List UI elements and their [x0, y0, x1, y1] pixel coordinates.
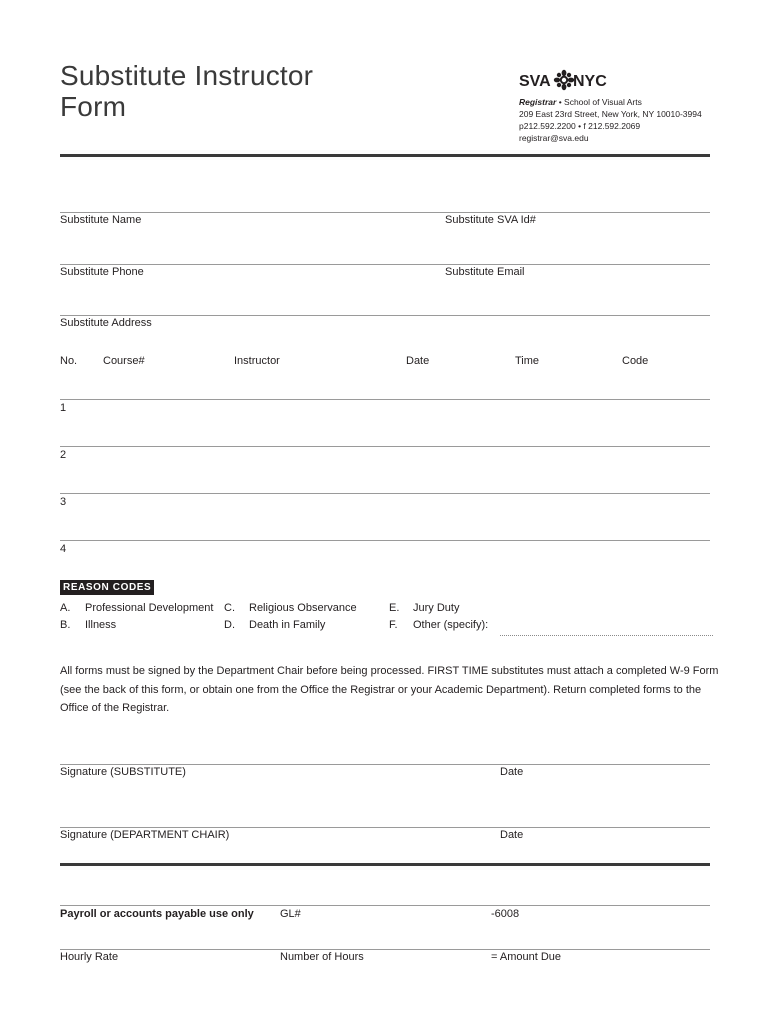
divider	[60, 212, 710, 213]
table-row-divider	[60, 540, 710, 541]
gl-suffix: -6008	[491, 908, 520, 920]
logo-right-text: NYC	[573, 73, 607, 90]
office-email: registrar@sva.edu	[519, 133, 589, 143]
chair-signature-field[interactable]: Signature (DEPARTMENT CHAIR)	[60, 829, 230, 841]
logo-left-text: SVA	[519, 73, 551, 90]
gl-number-field[interactable]: GL#	[280, 908, 301, 920]
table-row-divider	[60, 446, 710, 447]
hourly-rate-field[interactable]: Hourly Rate	[60, 951, 119, 963]
reason-jury-duty: Jury Duty	[413, 602, 460, 614]
reason-illness: Illness	[85, 619, 117, 631]
table-row-1[interactable]: 1	[60, 402, 67, 414]
reason-letter-b: B.	[60, 619, 71, 631]
header-divider	[60, 154, 710, 157]
substitute-signature-field[interactable]: Signature (SUBSTITUTE)	[60, 766, 186, 778]
payroll-heading: Payroll or accounts payable use only	[60, 908, 254, 920]
reason-other-specify: Other (specify):	[413, 619, 489, 631]
reason-religious-observance: Religious Observance	[249, 602, 357, 614]
reason-letter-e: E.	[389, 602, 400, 614]
form-title-line-1: Substitute Instructor	[60, 60, 314, 91]
reason-death-in-family: Death in Family	[249, 619, 326, 631]
other-specify-input[interactable]	[500, 635, 713, 636]
divider	[60, 905, 710, 906]
instructions-paragraph: All forms must be signed by the Department Chair before being processed. FIRST TIME substitutes must attach a completed W-9 Form (see the back of this form, or obtain one from the Office the Registrar or your Academic Department). Return completed forms to the Office of the Registrar.	[60, 665, 719, 714]
chair-signature-date[interactable]: Date	[500, 829, 524, 841]
table-row-4[interactable]: 4	[60, 543, 67, 555]
reason-letter-f: F.	[389, 619, 398, 631]
reason-letter-d: D.	[224, 619, 235, 631]
divider	[60, 949, 710, 950]
substitute-email-field[interactable]: Substitute Email	[445, 266, 525, 278]
col-header-no: No.	[60, 355, 78, 367]
substitute-name-field[interactable]: Substitute Name	[60, 214, 142, 226]
col-header-time: Time	[515, 355, 540, 367]
reason-codes-heading: REASON CODES	[60, 580, 154, 595]
table-row-2[interactable]: 2	[60, 449, 67, 461]
signature-divider	[60, 863, 710, 866]
substitute-signature-date[interactable]: Date	[500, 766, 524, 778]
table-row-divider	[60, 493, 710, 494]
divider	[60, 315, 710, 316]
reason-professional-development: Professional Development	[85, 602, 214, 614]
col-header-course: Course#	[103, 355, 145, 367]
form-title-line-2: Form	[60, 91, 127, 122]
form-title	[60, 60, 313, 122]
col-header-date: Date	[406, 355, 430, 367]
office-line	[519, 96, 642, 108]
col-header-code: Code	[622, 355, 649, 367]
divider	[60, 764, 710, 765]
reason-letter-a: A.	[60, 602, 71, 614]
office-address: 209 East 23rd Street, New York, NY 10010-3994	[519, 109, 702, 119]
table-row-3[interactable]: 3	[60, 496, 67, 508]
office-name: Registrar	[519, 97, 557, 107]
divider	[60, 264, 710, 265]
logo-flower-icon	[554, 70, 574, 90]
substitute-phone-field[interactable]: Substitute Phone	[60, 266, 144, 278]
office-phone-fax: p212.592.2200 • f 212.592.2069	[519, 121, 641, 131]
reason-letter-c: C.	[224, 602, 235, 614]
col-header-instructor: Instructor	[234, 355, 280, 367]
amount-due-field[interactable]: = Amount Due	[491, 951, 562, 963]
office-school: • School of Visual Arts	[556, 97, 642, 107]
divider	[60, 827, 710, 828]
substitute-address-field[interactable]: Substitute Address	[60, 317, 152, 329]
number-of-hours-field[interactable]: Number of Hours	[280, 951, 364, 963]
sva-nyc-logo	[519, 69, 609, 91]
substitute-id-field[interactable]: Substitute SVA Id#	[445, 214, 536, 226]
table-row-divider	[60, 399, 710, 400]
